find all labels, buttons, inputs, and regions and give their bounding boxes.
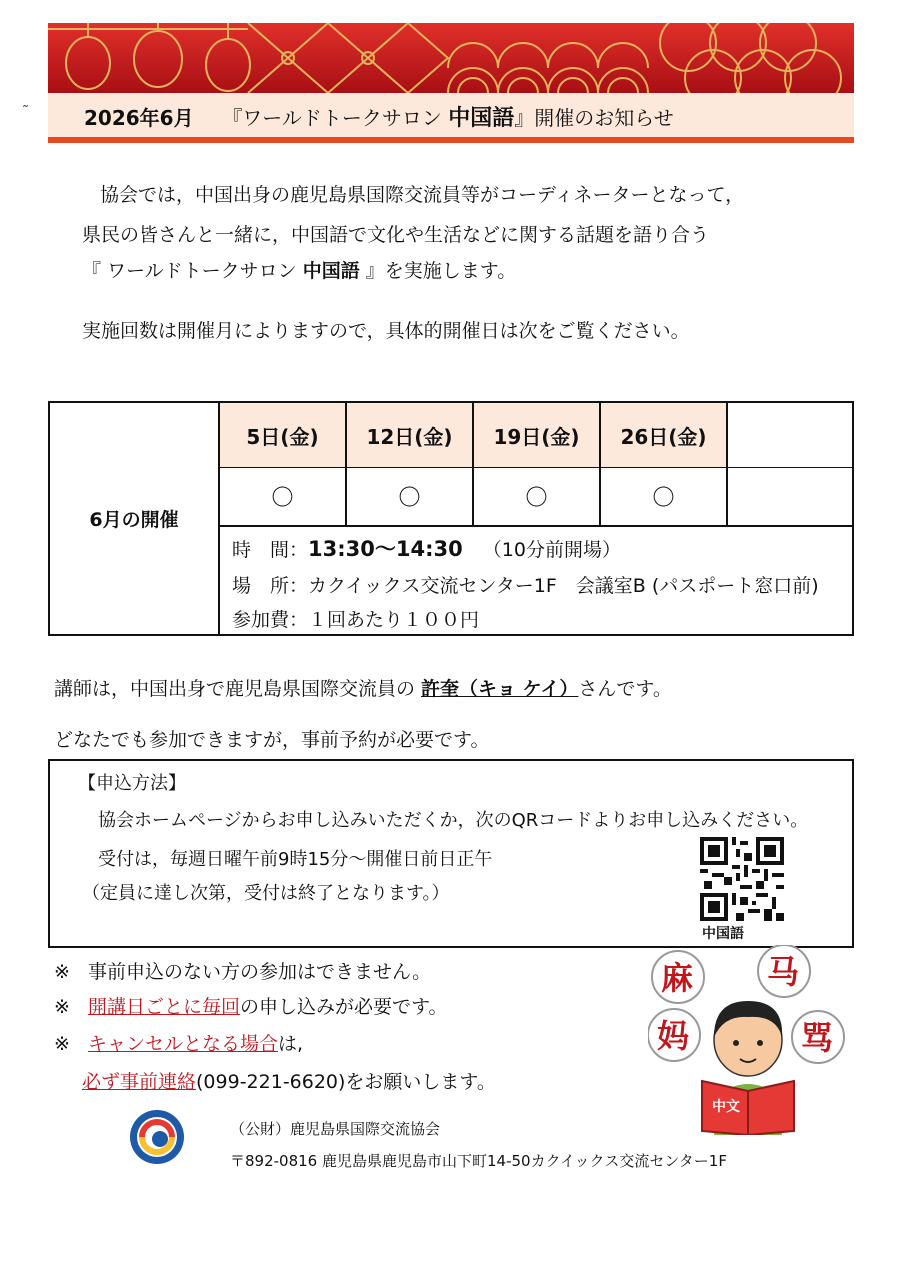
note-1 [54, 957, 431, 984]
schedule-table [48, 401, 854, 636]
time-value: 13:30～14:30 [308, 537, 463, 561]
title-close: 』開催のお知らせ [514, 106, 674, 130]
book-text: 中文 [712, 1099, 740, 1115]
place-value: カクイックス交流センター1F 会議室B (パスポート窓口前) [308, 575, 819, 597]
stray-mark: ˜ [22, 104, 29, 120]
header-banner [48, 23, 854, 93]
place-line [232, 571, 819, 598]
footer-address: 〒892-0816 鹿児島県鹿児島市山下町14-50カクイックス交流センター1F [230, 1152, 727, 1170]
application-box [48, 759, 854, 948]
session-info [220, 525, 852, 634]
apply-line-1: 協会ホームページからお申し込みいただくか，次のQRコードよりお申し込みください。 [98, 810, 809, 831]
held-mark: 〇 [474, 467, 601, 525]
illustration-char: 骂 [801, 1019, 834, 1057]
note-2-red: 開講日ごとに毎回 [87, 996, 240, 1018]
illustration-char: 妈 [657, 1017, 690, 1055]
note-3-post: は, [277, 1033, 304, 1055]
date-cell: 26日(金) [601, 403, 728, 467]
page-title [84, 101, 674, 132]
instructor-pre: 講師は，中国出身で鹿児島県国際交流員の [54, 678, 422, 700]
intro-line-4: 実施回数は開催月によりますので，具体的開催日は次をご覧ください。 [82, 320, 690, 342]
intro-line-1: 協会では，中国出身の鹿児島県国際交流員等がコーディネーターとなって， [100, 184, 745, 206]
held-mark: 〇 [220, 467, 347, 525]
note-2 [54, 992, 447, 1019]
held-mark: 〇 [601, 467, 728, 525]
held-mark: 〇 [347, 467, 474, 525]
place-label: 場 所： [232, 575, 309, 597]
title-open: 『ワールドトークサロン [222, 106, 442, 130]
intro-line-2: 県民の皆さんと一緒に，中国語で文化や生活などに関する話題を語り合う [82, 224, 710, 246]
intro-line-3-bold: 中国語 [302, 260, 360, 282]
reservation-note: どなたでも参加できますが，事前予約が必要です。 [54, 729, 490, 751]
note-mark: ※ [54, 996, 70, 1018]
time-label: 時 間： [232, 539, 309, 561]
org-logo-icon [128, 1108, 186, 1166]
fee-label: 参加費： [232, 609, 309, 631]
note-4-red: 必ず事前連絡 [82, 1071, 197, 1093]
footer-org: （公財）鹿児島県国際交流協会 [230, 1120, 441, 1138]
time-line [232, 533, 621, 563]
instructor-post: さんです。 [578, 678, 672, 700]
date-cell-empty [728, 403, 852, 467]
title-bar [48, 93, 854, 143]
fee-line [232, 605, 479, 632]
fee-value: １回あたり１００円 [308, 609, 480, 631]
instructor-name: 許奎（キョ ケイ） [421, 678, 579, 700]
title-date: 2026年6月 [84, 106, 194, 130]
apply-line-3: （定員に達し次第，受付は終了となります。） [82, 883, 450, 904]
title-language: 中国語 [448, 106, 515, 131]
apply-line-2: 受付は，毎週日曜午前9時15分～開催日前日正午 [98, 849, 493, 870]
date-cell: 12日(金) [347, 403, 474, 467]
qr-label: 中国語 [702, 926, 744, 942]
held-mark-empty [728, 467, 852, 525]
note-3 [54, 1029, 303, 1056]
instructor-line [54, 680, 672, 699]
apply-heading: 【申込方法】 [78, 773, 186, 794]
date-cell: 19日(金) [474, 403, 601, 467]
illustration-char: 马 [767, 953, 800, 991]
note-4 [82, 1067, 496, 1094]
note-mark: ※ [54, 961, 70, 983]
date-cell: 5日(金) [220, 403, 347, 467]
note-2-post: の申し込みが必要です。 [239, 996, 448, 1018]
qr-code-icon[interactable] [700, 837, 784, 921]
intro-line-3 [82, 262, 516, 281]
reading-person-illustration [648, 945, 848, 1135]
illustration-char: 麻 [661, 959, 694, 997]
note-1-text: 事前申込のない方の参加はできません。 [87, 961, 432, 983]
time-note: （10分前開場） [482, 539, 621, 561]
note-3-red: キャンセルとなる場合 [87, 1033, 278, 1055]
intro-line-3-post: 』を実施します。 [359, 260, 517, 282]
intro-line-3-pre: 『 ワールドトークサロン [82, 260, 303, 282]
month-label: 6月の開催 [50, 403, 220, 634]
note-4-post: (099-221-6620)をお願いします。 [196, 1071, 496, 1093]
note-mark: ※ [54, 1033, 70, 1055]
banner-pattern [48, 23, 854, 93]
